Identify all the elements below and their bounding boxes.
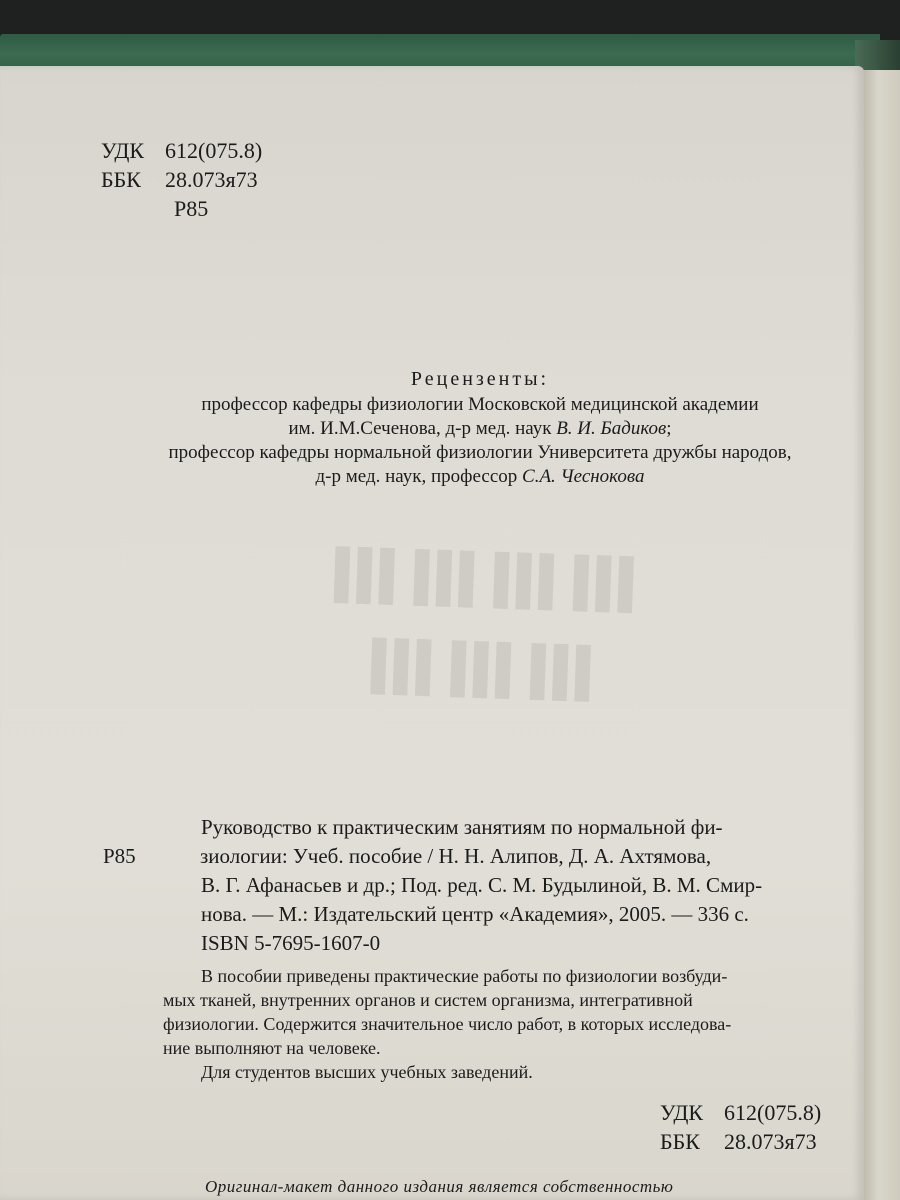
reviewer-line-1: профессор кафедры физиологии Московской медицинской академии [201,394,759,415]
reviewer-name-badikov: В. И. Бадиков [556,418,667,439]
classification-codes-bottom [660,1098,821,1156]
udk-value: 612(075.8) [165,138,263,163]
reviewer-line-2 [100,417,860,441]
classification-codes-top [101,136,262,223]
annotation [163,964,833,1084]
annotation-line-1: В пособии приведены практические работы по физиологии возбуди- [201,966,728,986]
reviewer-line-2-prefix: им. И.М.Сеченова, д-р мед. наук [288,418,557,439]
biblio-line-2: зиологии: Учеб. пособие / Н. Н. Алипов, Д. А. Ахтямова, [200,844,712,868]
annotation-line-2: мых тканей, внутренних органов и систем организма, интегративной [163,990,693,1010]
biblio-line-4: нова. — М.: Издательский центр «Академия», 2005. — 336 с. [201,902,749,926]
biblio-line-3: В. Г. Афанасьев и др.; Под. ред. С. М. Будылиной, В. М. Смир- [201,873,763,897]
reviewer-line-4-prefix: д-р мед. наук, профессор [315,466,523,487]
biblio-line-1: Руководство к практическим занятиям по нормальной фи- [201,815,723,839]
biblio-line-2-row [103,842,833,871]
udk-value-bottom: 612(075.8) [724,1100,822,1125]
author-mark: Р85 [174,196,209,221]
biblio-author-mark: Р85 [103,844,136,868]
show-through-print: ⅢⅢⅢⅢ ⅢⅢⅢ [319,531,642,720]
bbk-row-bottom [660,1127,821,1156]
bbk-label: ББК [101,167,141,192]
bbk-value-bottom: 28.073я73 [724,1129,817,1154]
annotation-line-4: ние выполняют на человеке. [163,1038,381,1058]
reviewers-heading: Рецензенты: [410,368,550,390]
reviewer-line-2-suffix: ; [666,418,672,439]
udk-row [101,136,262,165]
udk-row-bottom [660,1098,821,1127]
isbn: ISBN 5-7695-1607-0 [201,931,381,955]
copyright-note: Оригинал-макет данного издания является собственностью [205,1177,674,1196]
udk-label: УДК [101,138,145,163]
reviewers-block [100,367,860,489]
annotation-line-5: Для студентов высших учебных заведений. [201,1062,533,1082]
page-stack-edge [862,70,900,1200]
bbk-label-bottom: ББК [660,1129,700,1154]
annotation-line-3: физиологии. Содержится значительное число работ, в которых исследова- [163,1014,732,1034]
reviewer-line-3: профессор кафедры нормальной физиологии Университета дружбы народов, [168,442,792,463]
bbk-value: 28.073я73 [165,167,258,192]
reviewer-name-chesnokova: С.А. Чеснокова [522,466,645,487]
udk-label-bottom: УДК [660,1100,704,1125]
bibliographic-record [103,813,833,958]
reviewer-line-4 [100,465,860,489]
bbk-row [101,165,262,194]
